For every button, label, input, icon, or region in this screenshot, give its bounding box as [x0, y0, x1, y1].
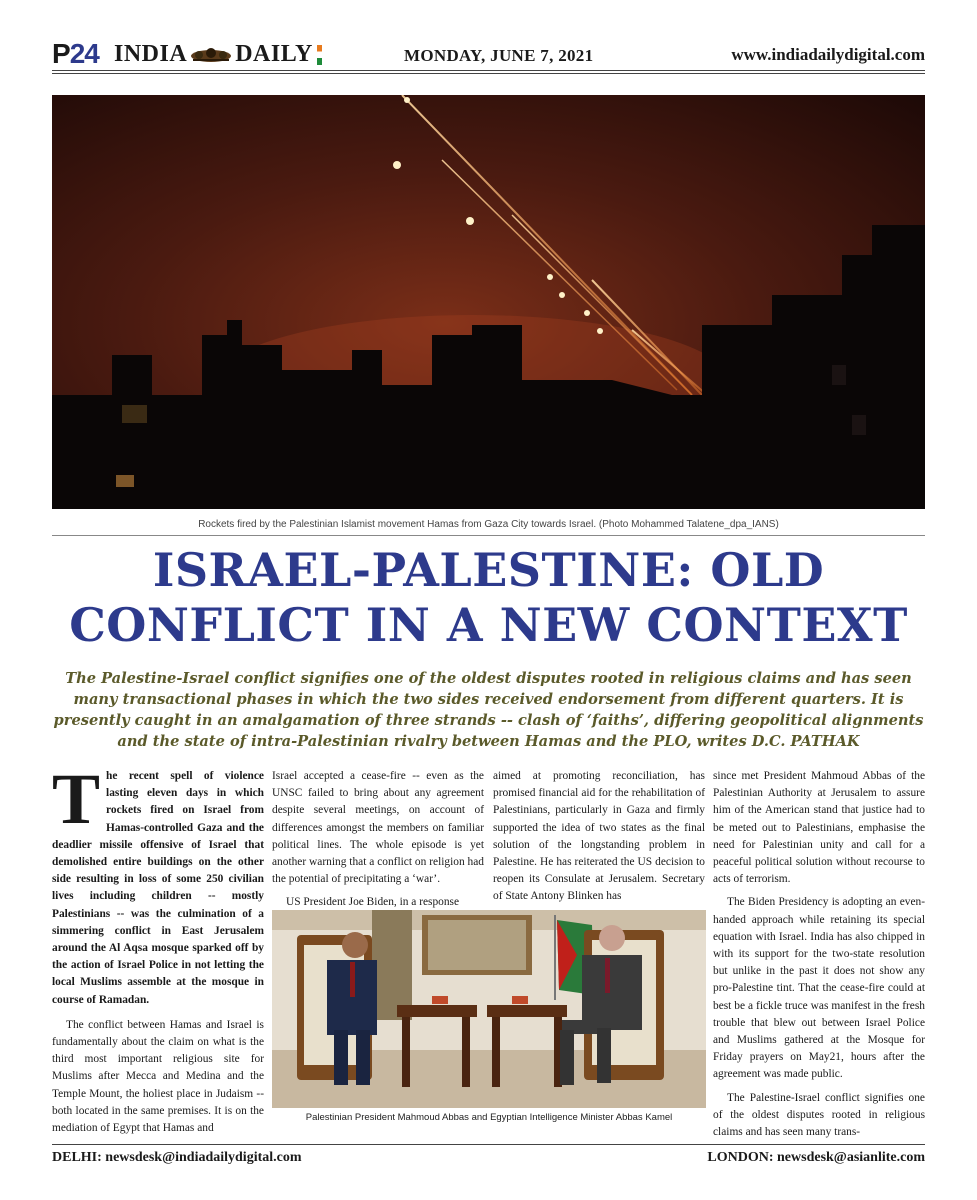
page-prefix: P	[52, 38, 70, 69]
article-column-3	[493, 768, 705, 906]
page-number-value: 24	[69, 38, 99, 69]
lede-paragraph	[52, 759, 264, 1009]
body-paragraph: Israel accepted a cease-fire -- even as the UNSC failed to bring about any agreement despite several meetings, on account of differences amongst the members on familiar political lines. The whole episode is yet another warning that a conflict on religion had the potential of precipitating a ‘war’.	[272, 770, 484, 886]
inset-caption: Palestinian President Mahmoud Abbas and Egyptian Intelligence Minister Abbas Kamel	[305, 1112, 673, 1123]
hero-caption: Rockets fired by the Palestinian Islamist movement Hamas from Gaza City towards Israel. (Photo Mohammed Talatene_dpa_IANS)	[198, 519, 779, 530]
masthead-right: DAILY	[235, 41, 313, 67]
header-rule	[52, 70, 925, 74]
footer-london-contact[interactable]: LONDON: newsdesk@asianlite.com	[707, 1150, 925, 1165]
website-url[interactable]: www.indiadailydigital.com	[731, 45, 925, 64]
body-paragraph: US President Joe Biden, in a response	[286, 896, 460, 909]
caption-rule	[52, 535, 925, 536]
standfirst: The Palestine-Israel conflict signifies one of the oldest disputes rooted in religious claims and has seen many transactional phases in which the two sides received endorsement from different quarters. It is presently caught in an amalgamation of three strands -- clash of ‘faiths’, differing geopolitical alignments and the state of intra-Palestinian rivalry between Hamas and the PLO, writes D.C. PATHAK	[53, 670, 924, 750]
article-column-4	[713, 768, 925, 1141]
body-paragraph: aimed at promoting reconciliation, has promised financial aid for the rehabilitation of Palestinians, particularly in Gaza and firmly supported the idea of two states as the final solution of the longstanding problem in Palestine. He has reiterated the US decision to reopen its Consulate at Jerusalem. Secretary of State Antony Blinken has	[493, 770, 705, 903]
inset-photo	[272, 910, 706, 1108]
issue-date: MONDAY, JUNE 7, 2021	[404, 46, 594, 65]
body-paragraph: since met President Mahmoud Abbas of the Palestinian Authority at Jerusalem to assure him of the American stand that justice had to be meted out to Palestinians, emphasise the need for Palestinian unity and call for a peaceful political solution without recourse to acts of terrorism.	[713, 770, 925, 886]
masthead-logo	[114, 41, 322, 68]
article-column-2	[272, 768, 484, 912]
footer-delhi-contact[interactable]: DELHI: newsdesk@indiadailydigital.com	[52, 1150, 302, 1165]
headline-line1: ISRAEL-PALESTINE: OLD	[152, 543, 825, 597]
footer-rule	[52, 1144, 925, 1145]
body-paragraph: The Biden Presidency is adopting an even-handed approach while retaining its special equation with Israel. India has also chipped in with its support for the two-state resolution but unlike in the past it does not show any pro-Palestine tint. That the cease-fire could at best be a fickle truce was manifest in the fresh trouble that blew out between Israel Police and Muslims gathered at the Mosque for Friday prayers on May21, hours after the agreement was made public.	[713, 896, 925, 1081]
masthead-left: INDIA	[114, 41, 188, 67]
page-number	[52, 38, 99, 70]
lede-text: he recent spell of violence lasting eleven days in which rockets fired on Israel from Hamas-controlled Gaza and the deadlier missile offensive of Israel that demolished entire buildings on the other side resulting in loss of some 250 civilian lives including children -- mostly Palestinians -- was the culmination of a simmering conflict in East Jerusalem around the Al Aqsa mosque sparked off by the action of Israel Police in not letting the local Muslims assemble at the mosque in course of Ramadan.	[52, 770, 264, 1006]
body-paragraph: The Palestine-Israel conflict signifies one of the oldest disputes rooted in religious claims and has seen many trans-	[713, 1091, 925, 1139]
article-column-1	[52, 759, 264, 1137]
masthead-emblem-icon	[189, 47, 233, 63]
masthead-flag-icon	[317, 45, 322, 65]
hero-photo	[52, 95, 925, 509]
body-paragraph: The conflict between Hamas and Israel is fundamentally about the claim on what is the third most important religious site for Muslims after Mecca and Medina and the Temple Mount, the holiest place in Judaism -- both located in the same premises. It is on the mediation of Egypt that Hamas and	[52, 1018, 264, 1135]
page-header	[52, 38, 925, 72]
drop-cap: T	[52, 759, 101, 839]
headline-line2: CONFLICT IN A NEW CONTEXT	[69, 598, 908, 652]
headline	[30, 543, 947, 653]
